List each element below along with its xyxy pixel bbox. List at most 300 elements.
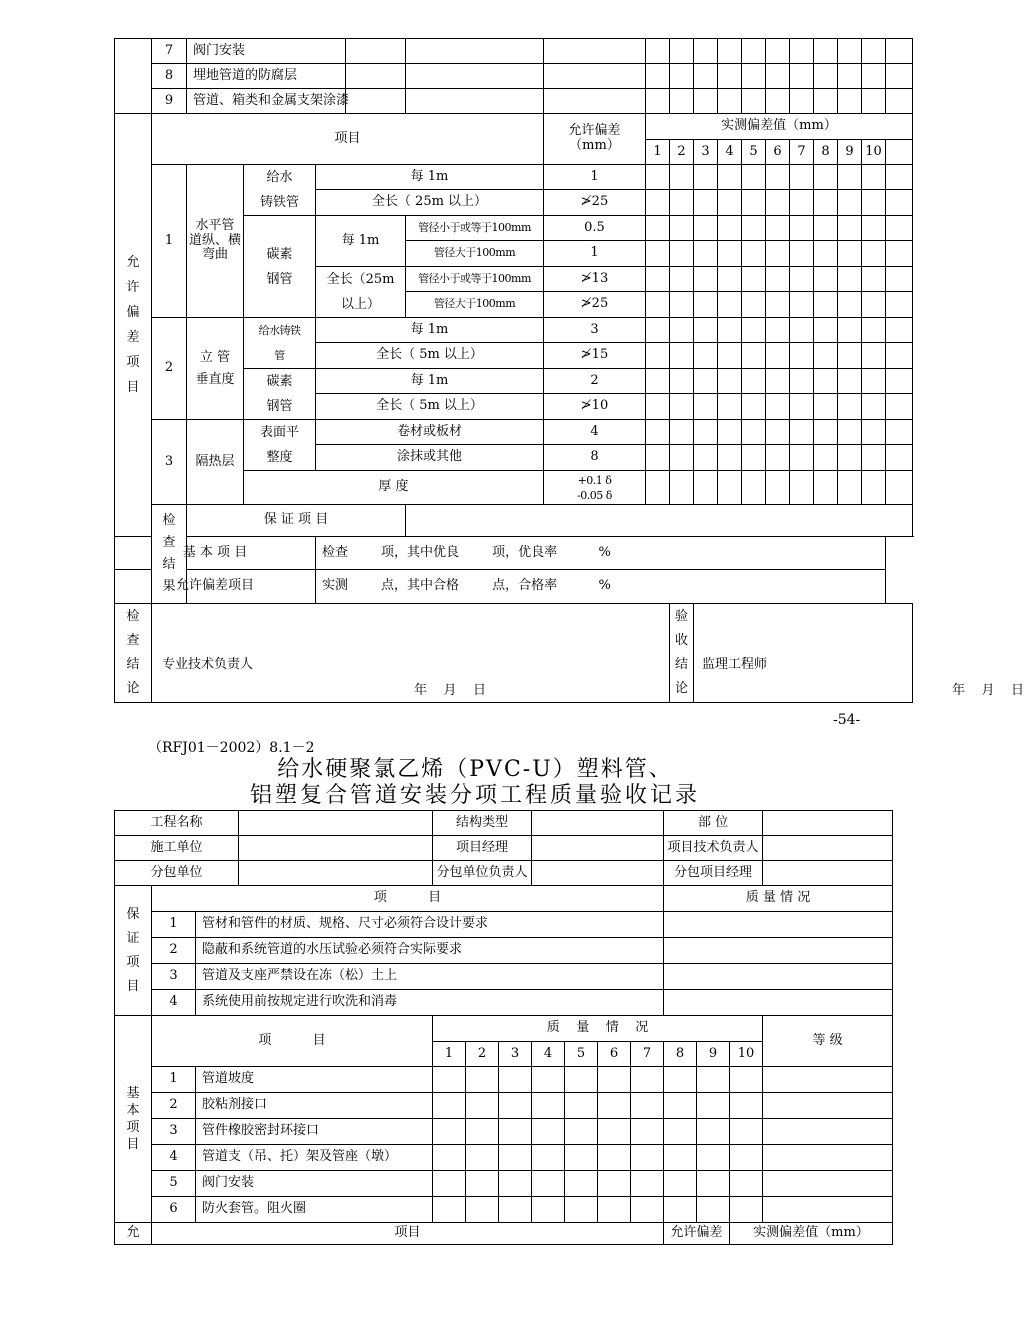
blank-cell <box>646 241 670 267</box>
spec: 管径小于或等于100mm <box>406 216 544 241</box>
row-name: 埋地管道的防腐层 <box>187 64 346 89</box>
blank-cell <box>670 292 694 318</box>
check-r1: 保 证 项 目 <box>187 505 406 537</box>
blank-cell <box>718 445 742 471</box>
blank-cell <box>718 165 742 190</box>
blank-cell <box>766 445 790 471</box>
blank-cell <box>499 1197 532 1223</box>
table-row <box>115 39 913 64</box>
form-code: （RFJ01－2002）8.1－2 <box>148 740 315 756</box>
row-no: 6 <box>152 1197 196 1223</box>
table-row <box>115 990 893 1016</box>
blank-cell <box>766 471 790 505</box>
blank-cell <box>670 445 694 471</box>
date-label: 年 月 日 <box>414 683 487 698</box>
blank-cell <box>631 1093 664 1119</box>
col-num: 1 <box>433 1042 466 1067</box>
blank-cell <box>646 369 670 394</box>
blank-cell <box>499 1093 532 1119</box>
check-row <box>115 505 913 537</box>
blank-cell <box>670 369 694 394</box>
blank-cell <box>670 420 694 445</box>
col-num: 4 <box>718 140 742 165</box>
blank-cell <box>646 318 670 343</box>
blank-cell <box>664 1119 697 1145</box>
blank-cell <box>499 1171 532 1197</box>
blank-cell <box>886 216 913 241</box>
struct-type-label: 结构类型 <box>433 811 532 836</box>
col-num: 9 <box>838 140 862 165</box>
blank-cell <box>670 471 694 505</box>
blank-cell <box>838 471 862 505</box>
blank-cell <box>730 1197 763 1223</box>
cast-iron-label: 给水 铸铁管 <box>244 165 316 216</box>
blank-cell <box>598 1093 631 1119</box>
blank-cell <box>790 318 814 343</box>
blank-cell <box>718 216 742 241</box>
blank-cell <box>115 39 152 114</box>
blank-cell <box>718 394 742 420</box>
row-name: 阀门安装 <box>187 39 346 64</box>
blank-cell <box>790 216 814 241</box>
table-row <box>115 1119 893 1145</box>
row-text: 管道及支座严禁设在冻（松）土上 <box>196 964 664 990</box>
blank-cell <box>766 292 790 318</box>
blank-cell <box>697 1067 730 1093</box>
blank-cell <box>718 267 742 292</box>
value: 4 <box>544 420 646 445</box>
table-row <box>115 964 893 990</box>
steel-label: 碳素 钢管 <box>244 369 316 420</box>
spec: 每 1m <box>316 369 544 394</box>
blank-cell <box>499 1145 532 1171</box>
check-r2-text: 检查 项，其中优良 项，优良率 % <box>316 537 886 570</box>
blank-cell <box>694 369 718 394</box>
blank-cell <box>631 1067 664 1093</box>
guarantee-item-header: 项 目 <box>152 886 664 912</box>
blank-cell <box>697 1093 730 1119</box>
blank-cell <box>742 241 766 267</box>
blank-cell <box>886 267 913 292</box>
table-row <box>115 1223 893 1245</box>
blank-cell <box>790 190 814 216</box>
row-text: 管件橡胶密封环接口 <box>196 1119 433 1145</box>
blank-cell <box>532 1067 565 1093</box>
blank-cell <box>886 292 913 318</box>
blank-cell <box>718 190 742 216</box>
blank-cell <box>886 241 913 267</box>
blank-cell <box>532 1197 565 1223</box>
blank-cell <box>862 369 886 394</box>
blank-cell <box>862 394 886 420</box>
blank-cell <box>694 394 718 420</box>
blank-cell <box>763 1197 893 1223</box>
col-num: 6 <box>766 140 790 165</box>
blank-cell <box>862 471 886 505</box>
table-row <box>115 912 893 938</box>
blank-cell <box>838 165 862 190</box>
blank-cell <box>598 1171 631 1197</box>
check-row <box>115 570 913 604</box>
col-num: 10 <box>862 140 886 165</box>
blank-cell <box>730 1171 763 1197</box>
blank-cell <box>838 190 862 216</box>
blank-cell <box>646 420 670 445</box>
blank-cell <box>862 343 886 369</box>
blank-cell <box>433 1119 466 1145</box>
blank-cell <box>694 267 718 292</box>
blank-cell <box>664 1145 697 1171</box>
blank-cell <box>862 420 886 445</box>
blank-cell <box>766 318 790 343</box>
blank-cell <box>766 190 790 216</box>
blank-cell <box>814 241 838 267</box>
blank-cell <box>466 1119 499 1145</box>
blank-cell <box>670 241 694 267</box>
blank-cell <box>631 1197 664 1223</box>
blank-cell <box>697 1197 730 1223</box>
row-no: 4 <box>152 1145 196 1171</box>
acceptance-label: 验 收 结 论 <box>670 604 694 703</box>
blank-cell <box>532 1093 565 1119</box>
blank-cell <box>718 471 742 505</box>
grade-header: 等 级 <box>763 1016 893 1067</box>
col-num: 3 <box>694 140 718 165</box>
blank-cell <box>646 292 670 318</box>
check-r2: 基 本 项 目 <box>115 537 316 570</box>
check-row <box>115 537 913 570</box>
table-row <box>115 420 913 445</box>
blank-cell <box>565 1093 598 1119</box>
blank-cell <box>670 318 694 343</box>
row-text: 隐蔽和系统管道的水压试验必须符合实际要求 <box>196 938 664 964</box>
row-no: 9 <box>152 89 187 114</box>
blank-cell <box>886 394 913 420</box>
blank-cell <box>694 318 718 343</box>
blank-cell <box>790 241 814 267</box>
blank-cell <box>886 343 913 369</box>
blank-cell <box>790 267 814 292</box>
blank-cell <box>838 420 862 445</box>
blank-cell <box>838 369 862 394</box>
row-text: 胶粘剂接口 <box>196 1093 433 1119</box>
blank-cell <box>742 369 766 394</box>
blank-cell <box>646 267 670 292</box>
conclusion-label: 检 查 结 论 <box>115 604 152 703</box>
row-no: 2 <box>152 1093 196 1119</box>
header-row <box>115 836 893 861</box>
basic-label: 基 本 项 目 <box>115 1016 152 1223</box>
header-row <box>115 861 893 886</box>
value: +0.1 δ -0.05 δ <box>544 471 646 505</box>
blank-cell <box>433 1171 466 1197</box>
blank-cell <box>862 292 886 318</box>
spec: 管径大于100mm <box>406 241 544 267</box>
tech-lead-label: 专业技术负责人 <box>162 657 254 672</box>
blank-cell <box>718 420 742 445</box>
col-num: 5 <box>742 140 766 165</box>
blank-cell <box>532 1145 565 1171</box>
blank-cell <box>646 190 670 216</box>
blank-cell <box>466 1067 499 1093</box>
blank-cell <box>742 394 766 420</box>
blank-cell <box>646 471 670 505</box>
row-no: 3 <box>152 1119 196 1145</box>
spec: 涂抹或其他 <box>316 445 544 471</box>
blank-cell <box>814 292 838 318</box>
blank-cell <box>730 1093 763 1119</box>
blank-cell <box>466 1093 499 1119</box>
blank-cell <box>766 369 790 394</box>
value: 0.5 <box>544 216 646 241</box>
blank-cell <box>664 1067 697 1093</box>
group-name: 水平管 道纵、横 弯曲 <box>187 165 244 318</box>
value: 8 <box>544 445 646 471</box>
blank-cell <box>766 267 790 292</box>
blank-cell <box>814 445 838 471</box>
value: 1 <box>544 241 646 267</box>
col-num: 7 <box>790 140 814 165</box>
table-row <box>115 89 913 114</box>
spec: 全长（ 5m 以上） <box>316 343 544 369</box>
blank-cell <box>790 165 814 190</box>
blank-cell <box>565 1067 598 1093</box>
blank-cell <box>631 1171 664 1197</box>
header-row <box>115 811 893 836</box>
blank-cell <box>838 343 862 369</box>
blank-cell <box>646 445 670 471</box>
blank-cell <box>742 445 766 471</box>
col-num: 8 <box>664 1042 697 1067</box>
blank-cell <box>433 1145 466 1171</box>
blank-cell <box>766 165 790 190</box>
group-name: 隔热层 <box>187 420 244 505</box>
check-r3-text: 实测 点，其中合格 点，合格率 % <box>316 570 886 604</box>
blank-cell <box>742 292 766 318</box>
blank-cell <box>742 471 766 505</box>
blank-cell <box>862 190 886 216</box>
basic-item-header: 项 目 <box>152 1016 433 1067</box>
blank-cell <box>718 369 742 394</box>
row-no: 5 <box>152 1171 196 1197</box>
blank-cell <box>790 445 814 471</box>
row-text: 防火套管。阻火圈 <box>196 1197 433 1223</box>
deviation-header: 允许偏差 （mm） <box>544 114 646 165</box>
col-num: 3 <box>499 1042 532 1067</box>
table-row <box>115 938 893 964</box>
blank-cell <box>646 343 670 369</box>
blank-cell <box>814 318 838 343</box>
blank-cell <box>694 216 718 241</box>
blank-cell <box>694 241 718 267</box>
row-no: 2 <box>152 938 196 964</box>
blank-cell <box>730 1145 763 1171</box>
blank-cell <box>838 318 862 343</box>
blank-cell <box>697 1119 730 1145</box>
blank-cell <box>646 394 670 420</box>
blank-cell <box>565 1119 598 1145</box>
blank-cell <box>664 1197 697 1223</box>
value: ≯13 <box>544 267 646 292</box>
blank-cell <box>694 190 718 216</box>
blank-cell <box>598 1145 631 1171</box>
blank-cell <box>790 394 814 420</box>
blank-cell <box>670 190 694 216</box>
project-name-label: 工程名称 <box>115 811 239 836</box>
blank-cell <box>886 190 913 216</box>
blank-cell <box>433 1067 466 1093</box>
sub-lead-label: 分包单位负责人 <box>433 861 532 886</box>
blank-cell <box>532 1171 565 1197</box>
blank-cell <box>466 1171 499 1197</box>
blank-cell <box>718 318 742 343</box>
row-text: 系统使用前按规定进行吹洗和消毒 <box>196 990 664 1016</box>
guarantee-quality-header: 质 量 情 况 <box>664 886 893 912</box>
col-num: 8 <box>814 140 838 165</box>
table-row <box>115 1067 893 1093</box>
blank-cell <box>790 369 814 394</box>
bottom-label: 允 <box>115 1223 152 1245</box>
blank-cell <box>742 165 766 190</box>
part-label: 部 位 <box>664 811 763 836</box>
spec: 全长（25m 以上） <box>316 267 406 318</box>
row-text: 管材和管件的材质、规格、尺寸必须符合设计要求 <box>196 912 664 938</box>
table-row <box>115 318 913 343</box>
cast-iron-label: 给水铸铁 管 <box>244 318 316 369</box>
blank-cell <box>862 165 886 190</box>
flatness-label: 表面平 整度 <box>244 420 316 471</box>
blank-cell <box>814 471 838 505</box>
spec: 每 1m <box>316 318 544 343</box>
blank-cell <box>565 1171 598 1197</box>
blank-cell <box>433 1197 466 1223</box>
blank-cell <box>814 165 838 190</box>
blank-cell <box>631 1145 664 1171</box>
item-header: 项目 <box>152 114 544 165</box>
spec: 每 1m <box>316 216 406 267</box>
col-num: 2 <box>466 1042 499 1067</box>
blank-cell <box>814 369 838 394</box>
value: ≯10 <box>544 394 646 420</box>
blank-cell <box>763 1067 893 1093</box>
spec: 管径小于或等于100mm <box>406 267 544 292</box>
spec: 卷材或板材 <box>316 420 544 445</box>
blank-cell <box>838 241 862 267</box>
blank-cell <box>532 1119 565 1145</box>
blank-cell <box>499 1119 532 1145</box>
tech-lead-label: 项目技术负责人 <box>664 836 763 861</box>
blank-cell <box>598 1197 631 1223</box>
blank-cell <box>886 420 913 445</box>
blank-cell <box>766 394 790 420</box>
blank-cell <box>838 292 862 318</box>
blank-cell <box>664 1093 697 1119</box>
row-no: 4 <box>152 990 196 1016</box>
blank-cell <box>697 1171 730 1197</box>
blank-cell <box>886 318 913 343</box>
blank-cell <box>694 165 718 190</box>
guarantee-label: 保 证 项 目 <box>115 886 152 1016</box>
bottom-item: 项目 <box>152 1223 664 1245</box>
blank-cell <box>694 343 718 369</box>
spec: 厚 度 <box>244 471 544 505</box>
row-no: 3 <box>152 964 196 990</box>
blank-cell <box>766 343 790 369</box>
blank-cell <box>814 420 838 445</box>
page-number: -54- <box>833 712 861 728</box>
blank-cell <box>862 445 886 471</box>
blank-cell <box>862 318 886 343</box>
bottom-dev: 允许偏差 <box>664 1223 730 1245</box>
row-no: 1 <box>152 1067 196 1093</box>
blank-cell <box>742 420 766 445</box>
blank-cell <box>694 292 718 318</box>
form-title-line2: 铝塑复合管道安装分项工程质量验收记录 <box>249 783 700 808</box>
blank-cell <box>598 1119 631 1145</box>
blank-cell <box>838 394 862 420</box>
col-num: 5 <box>565 1042 598 1067</box>
table-row <box>115 64 913 89</box>
value: ≯25 <box>544 190 646 216</box>
blank-cell <box>886 445 913 471</box>
col-num: 4 <box>532 1042 565 1067</box>
blank-cell <box>838 445 862 471</box>
value: 2 <box>544 369 646 394</box>
blank-cell <box>694 471 718 505</box>
value: 1 <box>544 165 646 190</box>
blank-cell <box>814 267 838 292</box>
blank-cell <box>499 1067 532 1093</box>
blank-cell <box>814 190 838 216</box>
continuation-table <box>114 38 1024 703</box>
blank-cell <box>718 292 742 318</box>
conclusion-row <box>115 604 913 703</box>
blank-cell <box>886 471 913 505</box>
blank-cell <box>433 1093 466 1119</box>
sub-pm-label: 分包项目经理 <box>664 861 763 886</box>
table-row <box>115 1197 893 1223</box>
blank-cell <box>886 369 913 394</box>
bottom-measured: 实测偏差值（mm） <box>730 1223 893 1245</box>
blank-cell <box>862 241 886 267</box>
col-num: 6 <box>598 1042 631 1067</box>
spec: 每 1m <box>316 165 544 190</box>
blank-cell <box>646 216 670 241</box>
blank-cell <box>790 471 814 505</box>
blank-cell <box>766 216 790 241</box>
blank-cell <box>886 165 913 190</box>
spec: 管径大于100mm <box>406 292 544 318</box>
steel-label: 碳素 钢管 <box>244 216 316 318</box>
value: ≯15 <box>544 343 646 369</box>
value: 3 <box>544 318 646 343</box>
blank-cell <box>730 1119 763 1145</box>
blank-cell <box>814 216 838 241</box>
blank-cell <box>631 1119 664 1145</box>
table-row <box>115 165 913 190</box>
blank-cell <box>790 343 814 369</box>
row-text: 阀门安装 <box>196 1171 433 1197</box>
blank-cell <box>670 394 694 420</box>
blank-cell <box>862 267 886 292</box>
blank-cell <box>766 420 790 445</box>
row-no: 7 <box>152 39 187 64</box>
blank-cell <box>670 343 694 369</box>
blank-cell <box>742 216 766 241</box>
basic-quality-header: 质 量 情 况 <box>433 1016 763 1042</box>
spec: 全长（ 25m 以上） <box>316 190 544 216</box>
blank-cell <box>466 1197 499 1223</box>
